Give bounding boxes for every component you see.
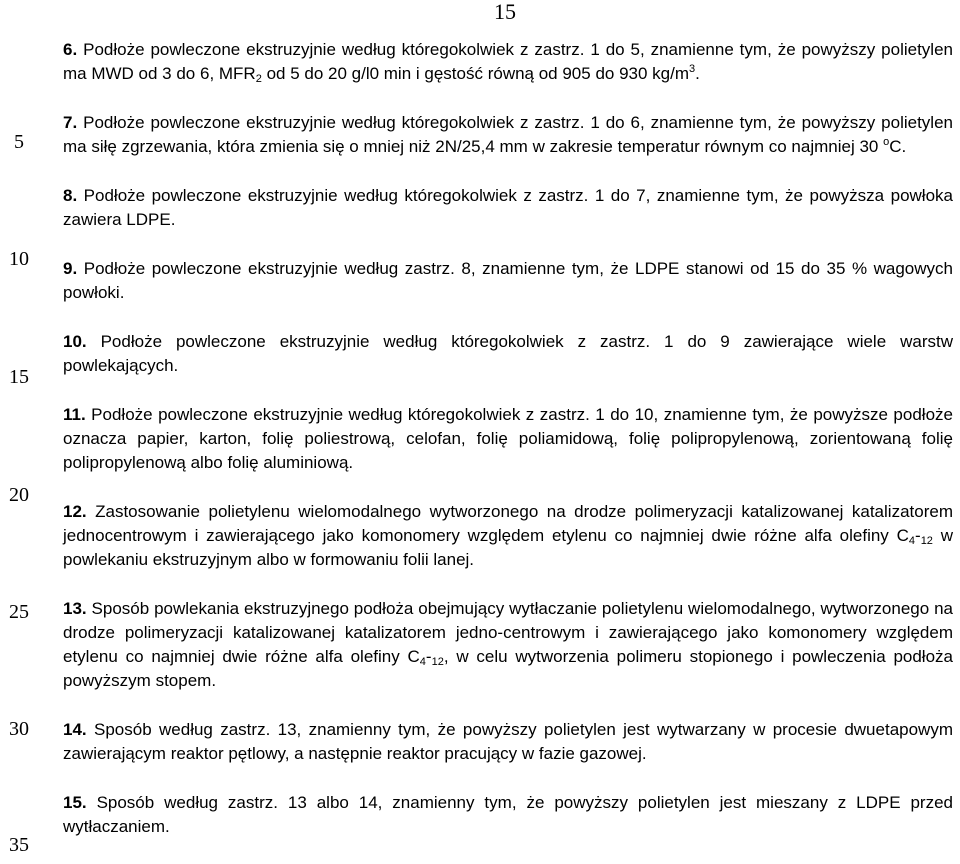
claim-number: 8. [63, 186, 78, 205]
claim-text: w powlekaniu ekstruzyjnym albo w formowaniu folii lanej. [63, 526, 954, 569]
claim-12 [63, 500, 953, 572]
claim-text: Podłoże powleczone ekstruzyjnie według któregokolwiek z zastrz. 1 do 9 zawierające wiele warstw powlekających. [63, 332, 953, 375]
claim-10 [63, 330, 953, 378]
claim-text: . [695, 64, 700, 83]
claim-13 [63, 597, 953, 693]
line-number: 10 [9, 248, 29, 270]
claim-text: Podłoże powleczone ekstruzyjnie według któregokolwiek z zastrz. 1 do 6, znamienne tym, że powyższy polietylen ma siłę zgrzewania, która zmienia się o mniej niż 2N/25,4 mm w zakresie temperatur równym co najmniej 30 [63, 113, 953, 156]
claim-text: Zastosowanie polietylenu wielomodalnego wytworzonego na drodze polimeryzacji katalizowanej katalizatorem jednocentrowym i zawierającego jako komonomery względem etylenu co najmniej dwie różne alfa olefiny C [63, 502, 953, 545]
subscript: 4 [908, 535, 916, 547]
line-number: 15 [9, 366, 29, 388]
line-number: 5 [14, 131, 24, 153]
claim-14 [63, 718, 953, 766]
subscript: 2 [255, 73, 262, 85]
claim-9 [63, 257, 953, 305]
line-number: 25 [9, 601, 29, 623]
claim-text: Podłoże powleczone ekstruzyjnie według któregokolwiek z zastrz. 1 do 5, znamienne tym, że powyższy polietylen ma MWD od 3 do 6, MFR [63, 40, 953, 83]
line-number: 35 [9, 834, 29, 856]
claim-text: Sposób powlekania ekstruzyjnego podłoża obejmujący wytłaczanie polietylenu wielomodalnego, wytworzonego na drodze polimeryzacji katalizowanej katalizatorem jedno-centrowym i zawierającego jako komonomery względem etylenu co najmniej dwie różne alfa olefiny C [63, 599, 953, 666]
claim-8 [63, 184, 953, 232]
claim-text: Podłoże powleczone ekstruzyjnie według któregokolwiek z zastrz. 1 do 10, znamienne tym, że powyższe podłoże oznacza papier, karton, folię poliestrową, celofan, folię poliamidową, folię polipropylenową, zorientowaną folię polipropylenową albo folię aluminiową. [63, 405, 953, 472]
claim-text: - [915, 526, 921, 545]
superscript: o [883, 136, 890, 148]
claim-number: 11. [63, 405, 86, 424]
claim-text: od 5 do 20 g/l0 min i gęstość równą od 905 do 930 kg/m [261, 64, 690, 83]
page-number: 15 [494, 0, 516, 24]
claim-number: 12. [63, 502, 87, 521]
claim-text: Podłoże powleczone ekstruzyjnie według któregokolwiek z zastrz. 1 do 7, znamienne tym, że powyższa powłoka zawiera LDPE. [63, 186, 953, 229]
line-number: 20 [9, 484, 29, 506]
subscript: 4 [419, 656, 426, 668]
claim-number: 13. [63, 599, 87, 618]
superscript: 3 [689, 63, 696, 75]
claim-number: 9. [63, 259, 78, 278]
claim-text: - [425, 647, 432, 666]
claim-text: Sposób według zastrz. 13, znamienny tym, że powyższy polietylen jest wytwarzany w procesie dwuetapowym zawierającym reaktor pętlowy, a następnie reaktor pracujący w fazie gazowej. [63, 720, 953, 763]
claims-list [63, 38, 953, 864]
claim-text: C. [889, 137, 907, 156]
claim-text: Sposób według zastrz. 13 albo 14, znamienny tym, że powyższy polietylen jest mieszany z LDPE przed wytłaczaniem. [63, 793, 953, 836]
claim-number: 10. [63, 332, 87, 351]
claim-6 [63, 38, 953, 86]
claim-number: 15. [63, 793, 87, 812]
claim-number: 6. [63, 40, 78, 59]
line-number: 30 [9, 718, 29, 740]
claim-number: 14. [63, 720, 87, 739]
claim-text: Podłoże powleczone ekstruzyjnie według zastrz. 8, znamienne tym, że LDPE stanowi od 15 do 35 % wagowych powłoki. [63, 259, 953, 302]
subscript: 12 [431, 656, 444, 668]
claim-number: 7. [63, 113, 78, 132]
subscript: 12 [920, 535, 933, 547]
claim-7 [63, 111, 953, 159]
claim-text: , w celu wytworzenia polimeru stopionego i powleczenia podłoża powyższym stopem. [63, 647, 953, 690]
claim-15 [63, 791, 953, 839]
claim-11 [63, 403, 953, 475]
